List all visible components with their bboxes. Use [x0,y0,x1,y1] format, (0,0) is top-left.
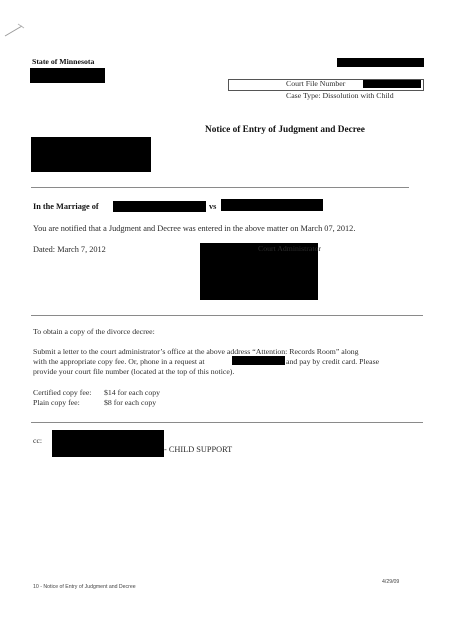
case-type: Case Type: Dissolution with Child [286,91,394,100]
instructions-line-1: Submit a letter to the court administrator’s office at the above address “Attention: Records Room” along [33,347,359,356]
page-title: Notice of Entry of Judgment and Decree [205,125,365,135]
vs-label: vs [209,202,217,211]
redacted-address-block [31,137,151,172]
cc-label: cc: [33,436,43,445]
redacted-petitioner [113,201,206,212]
redacted-court-name [337,58,424,67]
dated-line: Dated: March 7, 2012 [33,245,106,254]
footer-date: 4/29/09 [382,579,400,585]
instructions-line-3: provide your court file number (located at the top of this notice). [33,367,235,376]
certified-fee-label: Certified copy fee: [33,388,92,397]
redacted-phone-number [232,356,285,365]
plain-fee-label: Plain copy fee: [33,398,80,407]
scan-artifact-mark [4,22,28,38]
instructions-line-2: with the appropriate copy fee. Or, phone in a request at [33,357,205,366]
redacted-cc-recipient [52,430,164,457]
redacted-respondent [221,199,323,211]
redacted-county [30,68,105,83]
certified-fee-value: $14 for each copy [104,388,161,397]
plain-fee-value: $8 for each copy [104,398,157,407]
marriage-label: In the Marriage of [33,202,99,211]
cc-child-support: - CHILD SUPPORT [164,445,233,454]
redacted-file-number [363,80,421,88]
divider-middle [31,315,423,316]
divider-top [31,187,409,188]
instructions-heading: To obtain a copy of the divorce decree: [33,327,155,336]
footer-form-label: 10 - Notice of Entry of Judgment and Decree [33,584,136,590]
notice-text: You are notified that a Judgment and Decree was entered in the above matter on March 07, 2012. [33,224,356,233]
divider-bottom [31,422,423,423]
court-administrator-label: Court Administrator [258,244,322,253]
instructions-line-2-end: and pay by credit card. Please [286,357,380,366]
court-file-number-label: Court File Number [286,79,346,88]
state-label: State of Minnesota [32,57,95,66]
